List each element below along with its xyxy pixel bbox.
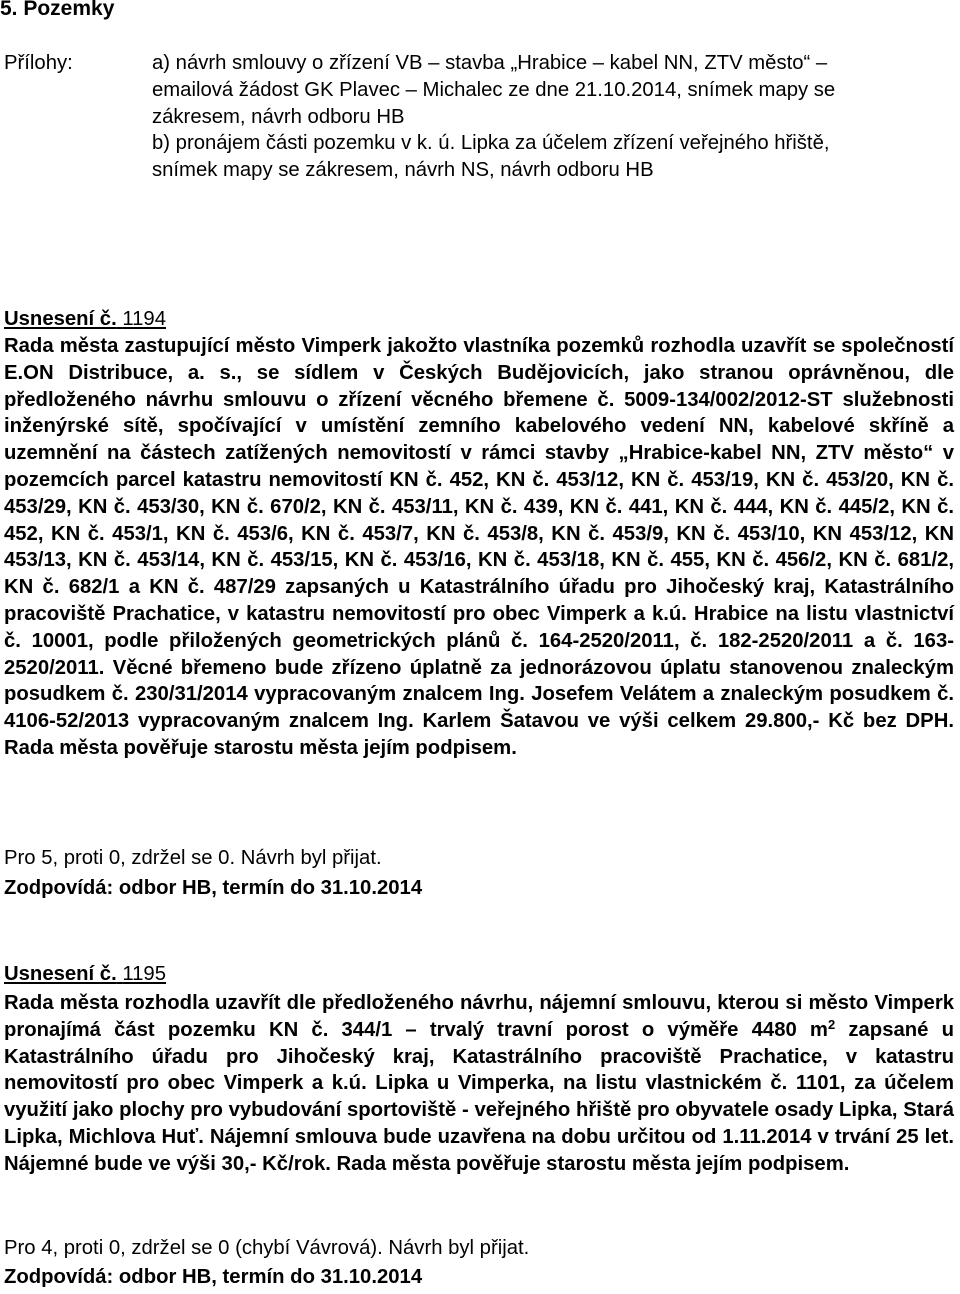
attachments-label: Přílohy: [4, 52, 73, 74]
responsible-note: Zodpovídá: odbor HB, termín do 31.10.2014 [4, 877, 423, 899]
resolution-title [4, 306, 166, 333]
resolution-title-prefix: Usnesení č. [4, 963, 117, 985]
resolution-title [4, 961, 166, 988]
attachment-line: b) pronájem části pozemku v k. ú. Lipka za účelem zřízení veřejného hřiště, [152, 132, 830, 155]
attachment-line: emailová žádost GK Plavec – Michalec ze dne 21.10.2014, snímek mapy se [152, 78, 836, 101]
attachment-line: a) návrh smlouvy o zřízení VB – stavba „Hrabice – kabel NN, ZTV město“ – [152, 52, 828, 74]
resolution-number: 1194 [122, 308, 166, 330]
attachment-line: snímek mapy se zákresem, návrh NS, návrh odboru HB [152, 159, 654, 182]
responsible-note: Zodpovídá: odbor HB, termín do 31.10.2014 [4, 1266, 423, 1288]
resolution-body [4, 990, 954, 1178]
resolution-number: 1195 [122, 963, 166, 985]
resolution-body-text: Rada města rozhodla uzavřít dle předloženého návrhu, nájemní smlouvu, kterou si město Vimperk pronajímá část pozemku KN č. 344/1 – trvalý travní porost o výměře 4480 m [4, 992, 954, 1041]
resolution-title-prefix: Usnesení č. [4, 308, 117, 330]
vote-result: Pro 5, proti 0, zdržel se 0. Návrh byl přijat. [4, 847, 382, 869]
section-heading: 5. Pozemky [0, 0, 115, 20]
resolution-body: Rada města zastupující město Vimperk jakožto vlastníka pozemků rozhodla uzavřít se společností E.ON Distribuce, a. s., se sídlem v Českých Budějovicích, jako stranou oprávněnou, dle předloženého návrhu smlouvu o zřízení věcného břemene č. 5009-134/002/2012-ST služebnosti inženýrské sítě, spočívající v umístění zemního kabelového vedení NN, kabelové skříně a uzemnění na částech zatížených nemovitostí v rámci stavby „Hrabice-kabel NN, ZTV město“ v pozemcích parcel katastru nemovitostí KN č. 452, KN č. 453/12, KN č. 453/19, KN č. 453/20, KN č. 453/29, KN č. 453/30, KN č. 670/2, KN č. 453/11, KN č. 439, KN č. 441, KN č. 444, KN č. 445/2, KN č. 452, KN č. 453/1, KN č. 453/6, KN č. 453/7, KN č. 453/8, KN č. 453/9, KN č. 453/10, KN 453/12, KN 453/13, KN č. 453/14, KN č. 453/15, KN č. 453/16, KN č. 453/18, KN č. 455, KN č. 456/2, KN č. 681/2, KN č. 682/1 a KN č. 487/29 zapsaných u Katastrálního úřadu pro Jihočeský kraj, Katastrálního pracoviště Prachatice, v katastru nemovitostí pro obec Vimperk a k.ú. Hrabice na listu vlastnictví č. 10001, podle přiložených geometrických plánů č. 164-2520/2011, č. 182-2520/2011 a č. 163-2520/2011. Věcné břemeno bude zřízeno úplatně za jednorázovou úplatu stanovenou znaleckým posudkem č. 230/31/2014 vypracovaným znalcem Ing. Josefem Velátem a znaleckým posudkem č. 4106-52/2013 vypracovaným znalcem Ing. Karlem Šatavou ve výši celkem 29.800,- Kč bez DPH. Rada města pověřuje starostu města jejím podpisem. [4, 335, 954, 759]
vote-result: Pro 4, proti 0, zdržel se 0 (chybí Vávrová). Návrh byl přijat. [4, 1237, 530, 1259]
area-unit-superscript: 2 [827, 1016, 836, 1032]
resolution-body-text: zapsané u Katastrálního úřadu pro Jihočeský kraj, Katastrálního pracoviště Prachatice, v katastru nemovitostí pro obec Vimperk a k.ú. Lipka u Vimperka, na listu vlastnickém č. 1101, za účelem využití jako plochy pro vybudování sportoviště - veřejného hřiště pro obyvatele osady Lipka, Stará Lipka, Michlova Huť. Nájemní smlouva bude uzavřena na dobu určitou od 1.11.2014 v trvání 25 let. Nájemné bude ve výši 30,- Kč/rok. Rada města pověřuje starostu města jejím podpisem. [4, 1018, 954, 1175]
attachment-line: zákresem, návrh odboru HB [152, 105, 405, 128]
attachments-list [152, 50, 942, 184]
